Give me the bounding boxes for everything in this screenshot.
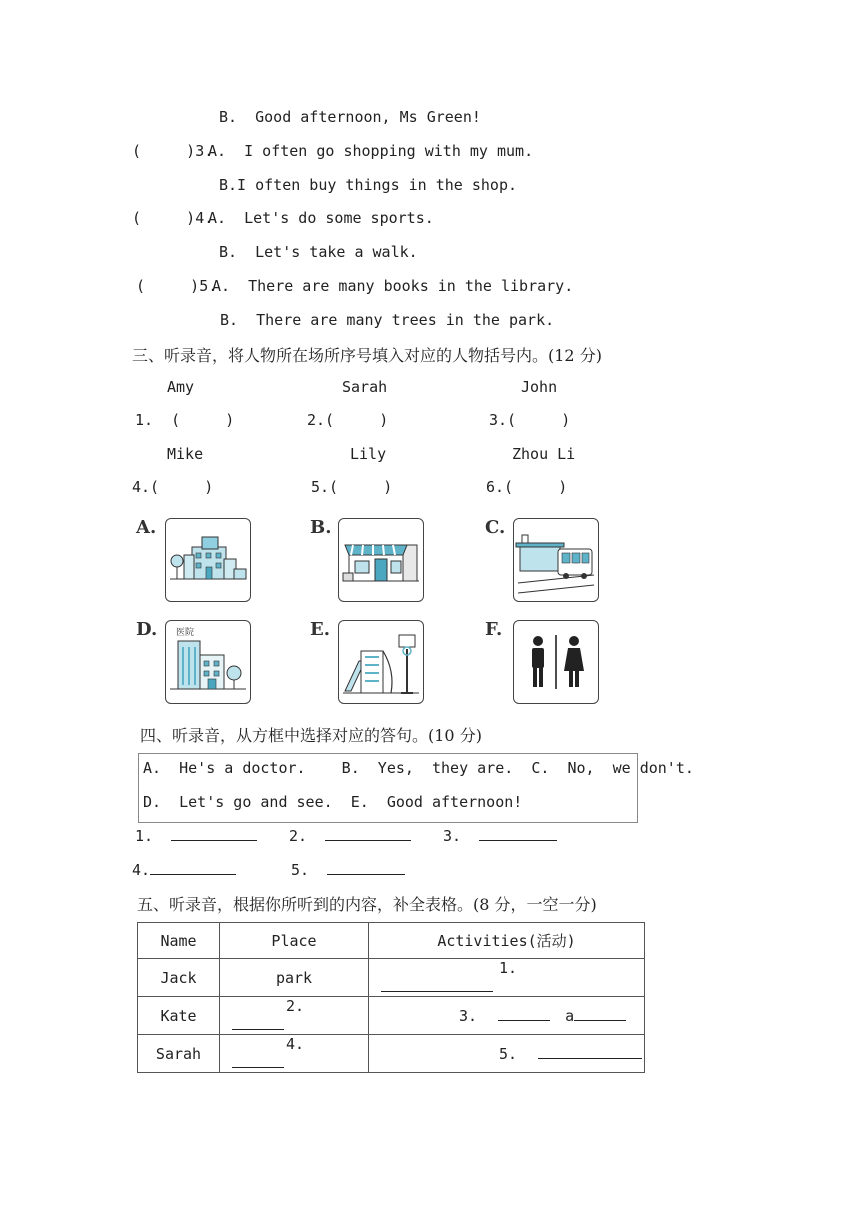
answer-line[interactable] [381, 977, 493, 992]
answer-line[interactable] [538, 1044, 642, 1059]
answer-slot-3[interactable]: 3.( ) [489, 411, 571, 429]
person-name-mike: Mike [167, 445, 204, 463]
activity-word-a: a [565, 1007, 575, 1025]
header-activities: Activities(活动) [369, 923, 645, 959]
answer-line[interactable] [171, 826, 257, 841]
person-name-zhou-li: Zhou Li [512, 445, 576, 463]
bus-station-icon [514, 519, 598, 601]
school-building-icon [166, 519, 250, 601]
q3-option-b: B.I often buy things in the shop. [219, 176, 518, 194]
blank-number: 5. [499, 1045, 518, 1063]
answer-slot-2[interactable]: 2.( ) [307, 411, 389, 429]
row-place: park [220, 959, 369, 997]
row-activity[interactable] [369, 997, 645, 1035]
blank-number: 2. [286, 997, 305, 1015]
hospital-icon [166, 621, 250, 703]
q4-option-a: A. Let's do some sports. [208, 209, 434, 227]
picture-label-b: B. [310, 517, 332, 538]
answer-slot-6[interactable]: 6.( ) [486, 478, 568, 496]
blank-number: 2. [289, 827, 308, 845]
blank-number: 3. [443, 827, 462, 845]
table-row [138, 1035, 645, 1073]
picture-label-a: A. [136, 517, 157, 538]
blank-number: 1. [135, 827, 154, 845]
part4-blank-3[interactable] [443, 826, 557, 845]
options-box [138, 753, 694, 823]
q5-option-b: B. There are many trees in the park. [220, 311, 555, 329]
table-row [138, 959, 645, 997]
answer-line[interactable] [498, 1006, 550, 1021]
shop-icon [339, 519, 423, 601]
options-line-1: A. He's a doctor. B. Yes, they are. C. No, we don't. [143, 759, 694, 777]
answer-line[interactable] [232, 1015, 284, 1030]
row-activity[interactable] [369, 1035, 645, 1073]
part5-heading: 五、听录音，根据你所听到的内容，补全表格。(8 分，一空一分) [137, 895, 597, 914]
q5-option-a: A. There are many books in the library. [212, 277, 574, 295]
table-header-row [138, 923, 645, 959]
answer-line[interactable] [232, 1053, 284, 1068]
row-place[interactable] [220, 1035, 369, 1073]
q2-option-b: B. Good afternoon, Ms Green! [219, 108, 481, 126]
picture-c [513, 518, 599, 602]
picture-label-d: D. [136, 619, 158, 640]
blank-number: 4. [286, 1035, 305, 1053]
header-place: Place [220, 923, 369, 959]
hospital-sign: 医院 [176, 628, 195, 638]
person-name-amy: Amy [167, 378, 195, 396]
picture-b [338, 518, 424, 602]
answer-slot-1[interactable]: 1. ( ) [135, 411, 235, 429]
picture-d [165, 620, 251, 704]
row-activity[interactable] [369, 959, 645, 997]
options-line-2: D. Let's go and see. E. Good afternoon! [143, 793, 523, 811]
part4-blank-4[interactable] [132, 860, 236, 879]
q5-paren: ( )5. [136, 277, 218, 295]
table-row [138, 997, 645, 1035]
part3-heading: 三、听录音，将人物所在场所序号填入对应的人物括号内。(12 分) [132, 346, 602, 365]
blank-number: 1. [499, 959, 518, 977]
part4-heading: 四、听录音，从方框中选择对应的答句。(10 分) [140, 726, 482, 745]
row-name: Kate [138, 997, 220, 1035]
row-place[interactable] [220, 997, 369, 1035]
picture-label-e: E. [310, 619, 330, 640]
picture-label-f: F. [485, 619, 503, 640]
picture-e [338, 620, 424, 704]
answer-slot-5[interactable]: 5.( ) [311, 478, 393, 496]
person-name-sarah: Sarah [342, 378, 388, 396]
part4-blank-1[interactable] [135, 826, 257, 845]
blank-number: 3. [459, 1007, 478, 1025]
header-name: Name [138, 923, 220, 959]
answer-line[interactable] [325, 826, 411, 841]
row-name: Jack [138, 959, 220, 997]
picture-f [513, 620, 599, 704]
picture-label-c: C. [485, 517, 506, 538]
answer-line[interactable] [479, 826, 557, 841]
activities-table [137, 922, 645, 1073]
q3-option-a: A. I often go shopping with my mum. [208, 142, 534, 160]
blank-number: 4. [132, 861, 151, 879]
playground-icon [339, 621, 423, 703]
answer-line[interactable] [150, 860, 236, 875]
part4-blank-2[interactable] [289, 826, 411, 845]
q4-option-b: B. Let's take a walk. [219, 243, 418, 261]
q3-paren: ( )3. [132, 142, 214, 160]
answer-line[interactable] [327, 860, 405, 875]
row-name: Sarah [138, 1035, 220, 1073]
answer-slot-4[interactable]: 4.( ) [132, 478, 214, 496]
person-name-john: John [521, 378, 558, 396]
restroom-icon [514, 621, 598, 703]
picture-a [165, 518, 251, 602]
blank-number: 5. [291, 861, 310, 879]
q4-paren: ( )4. [132, 209, 214, 227]
part4-blank-5[interactable] [291, 860, 405, 879]
person-name-lily: Lily [350, 445, 387, 463]
answer-line[interactable] [574, 1006, 626, 1021]
